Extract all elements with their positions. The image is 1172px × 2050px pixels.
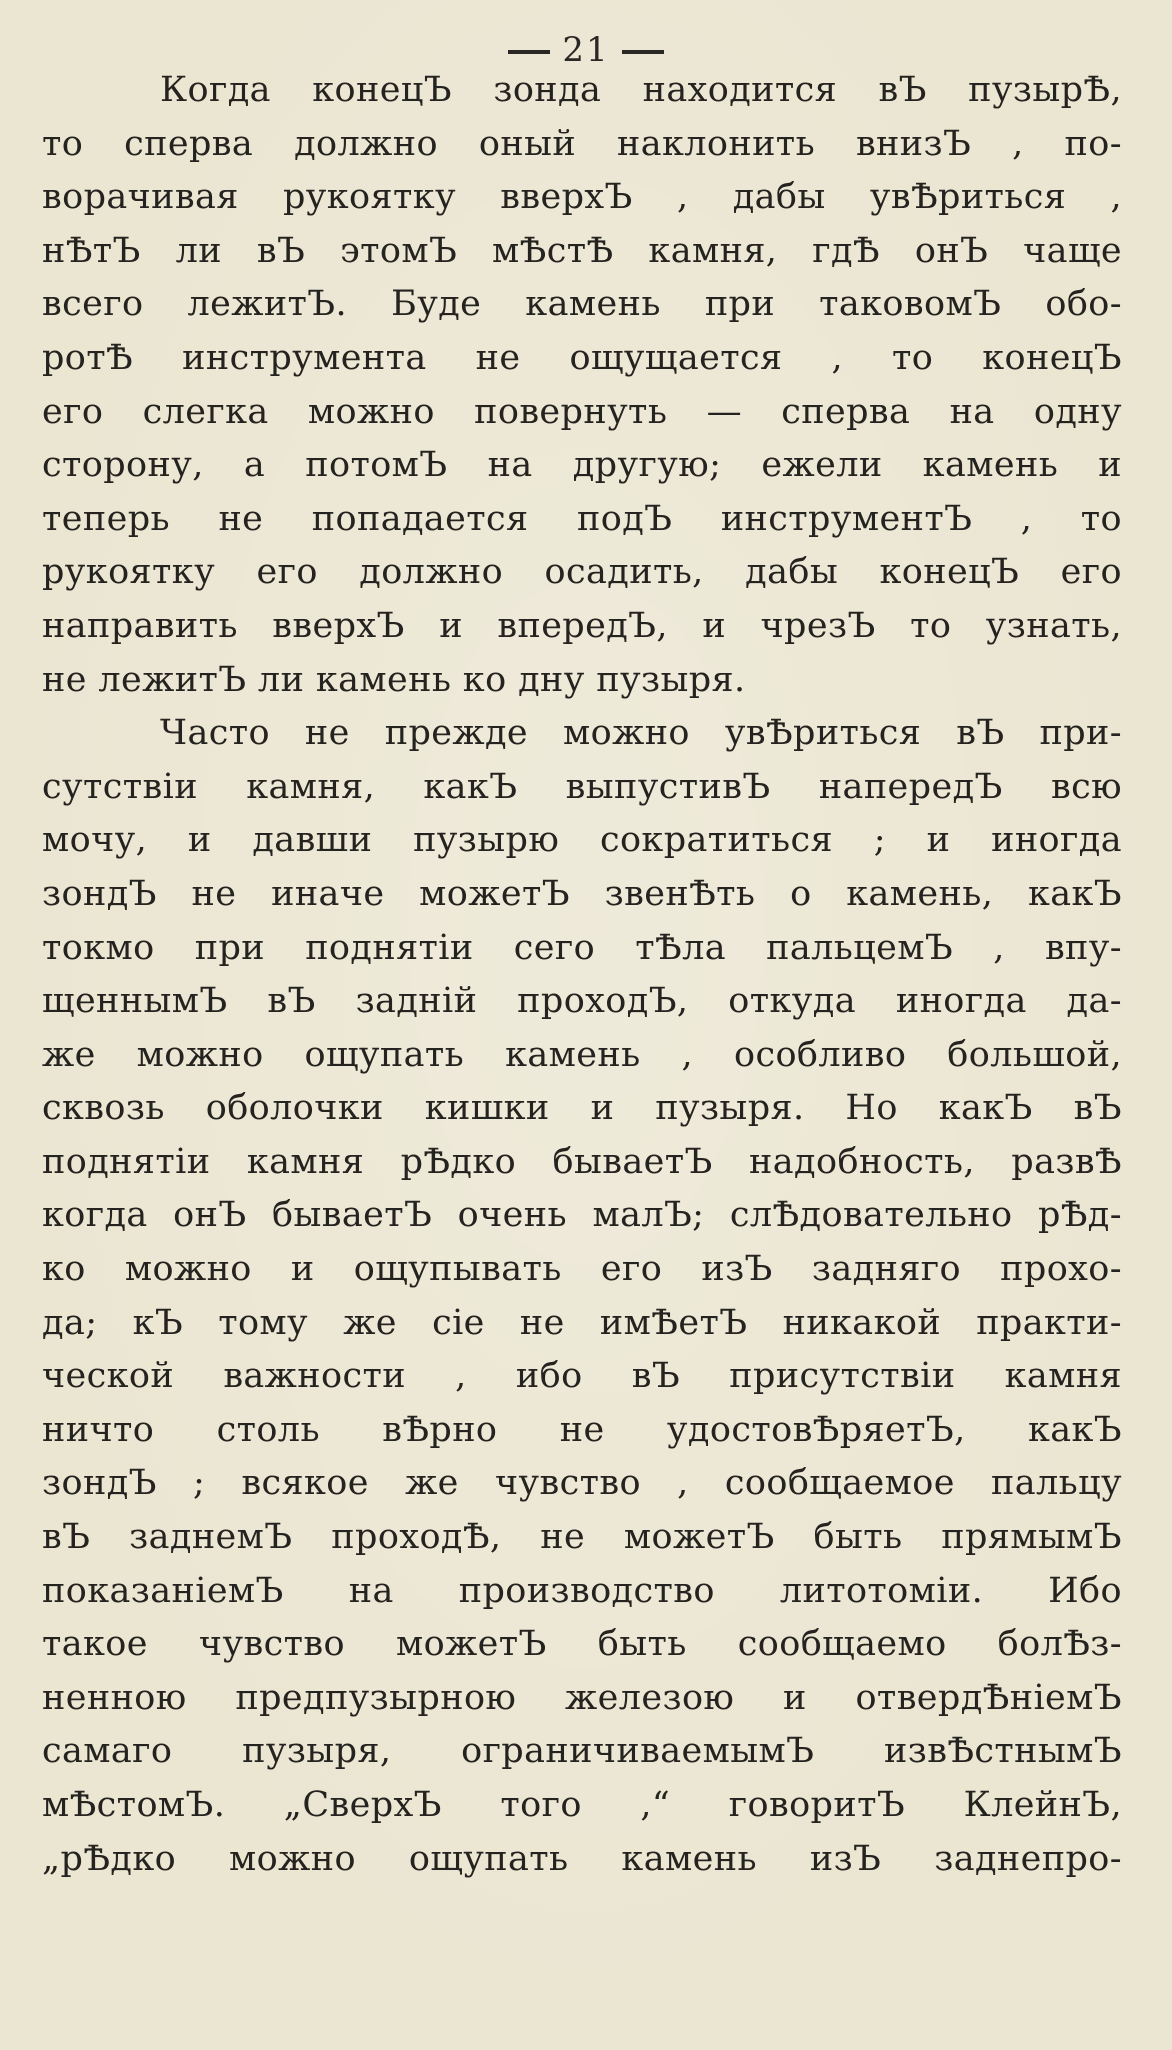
header-dash-right <box>622 50 664 54</box>
text-line: Часто не прежде можно увѢриться вЪ при- <box>160 713 1122 754</box>
text-line: рукоятку его должно осадить, дабы конецЪ его <box>42 552 1122 593</box>
body-text <box>42 64 1122 1886</box>
text-line: же можно ощупать камень , особливо большой, <box>42 1034 1122 1075</box>
text-line: сутствіи камня, какЪ выпустивЪ напередЪ всю <box>42 766 1122 807</box>
text-line: „рѢдко можно ощупать камень изЪ заднепро- <box>42 1838 1122 1879</box>
text-line: сквозь оболочки кишки и пузыря. Но какЪ вЪ <box>42 1088 1122 1129</box>
text-line: теперь не попадается подЪ инструментЪ , то <box>42 498 1122 539</box>
text-line: такое чувство можетЪ быть сообщаемо болѢз- <box>42 1624 1122 1665</box>
text-line: щеннымЪ вЪ задній проходЪ, откуда иногда да- <box>42 981 1122 1022</box>
text-line: Когда конецЪ зонда находится вЪ пузырѢ, <box>160 70 1122 110</box>
text-line: всего лежитЪ. Буде камень при таковомЪ обо- <box>42 284 1122 325</box>
text-line: ческой важности , ибо вЪ присутствіи камня <box>42 1356 1122 1397</box>
text-line: сторону, а потомЪ на другую; ежели камень и <box>42 445 1122 486</box>
text-line: ничто столь вѢрно не удостовѢряетЪ, какЪ <box>42 1409 1122 1450</box>
text-line: когда онЪ бываетЪ очень малЪ; слѢдовательно рѢд- <box>42 1195 1122 1236</box>
text-line: то сперва должно оный наклонить внизЪ , по- <box>42 123 1122 164</box>
text-line: ротѢ инструмента не ощущается , то конецЪ <box>42 337 1122 378</box>
text-line: да; кЪ тому же сіе не имѢетЪ никакой практи- <box>42 1302 1122 1343</box>
text-line: ворачивая рукоятку вверхЪ , дабы увѢриться , <box>42 177 1122 218</box>
text-line: направить вверхЪ и впередЪ, и чрезЪ то узнать, <box>42 605 1122 646</box>
text-line: ненною предпузырною железою и отвердѢніемЪ <box>42 1677 1122 1718</box>
page-number: 21 <box>562 30 610 70</box>
text-line: ко можно и ощупывать его изЪ задняго прохо- <box>42 1249 1122 1290</box>
text-line: поднятіи камня рѢдко бываетЪ надобность, развѢ <box>42 1141 1122 1182</box>
text-line: зондЪ ; всякое же чувство , сообщаемое пальцу <box>42 1463 1122 1504</box>
text-line: его слегка можно повернуть — сперва на одну <box>42 391 1122 432</box>
text-line: вЪ заднемЪ проходѢ, не можетЪ быть прямымЪ <box>42 1517 1122 1558</box>
text-line: нѢтЪ ли вЪ этомЪ мѢстѢ камня, гдѢ онЪ чаще <box>42 230 1122 271</box>
text-line: мочу, и давши пузырю сократиться ; и иногда <box>42 820 1122 861</box>
text-line: не лежитЪ ли камень ко дну пузыря. <box>42 659 746 700</box>
text-line: показаніемЪ на производство литотоміи. Ибо <box>42 1570 1122 1611</box>
text-line: зондЪ не иначе можетЪ звенѢть о камень, какЪ <box>42 873 1122 914</box>
header-dash-left <box>508 50 550 54</box>
text-line: токмо при поднятіи сего тѢла пальцемЪ , впу- <box>42 927 1122 968</box>
text-line: мѢстомЪ. „СверхЪ того ,“ говоритЪ КлейнЪ, <box>42 1785 1122 1825</box>
text-line: самаго пузыря, ограничиваемымЪ извѢстнымЪ <box>42 1731 1122 1772</box>
